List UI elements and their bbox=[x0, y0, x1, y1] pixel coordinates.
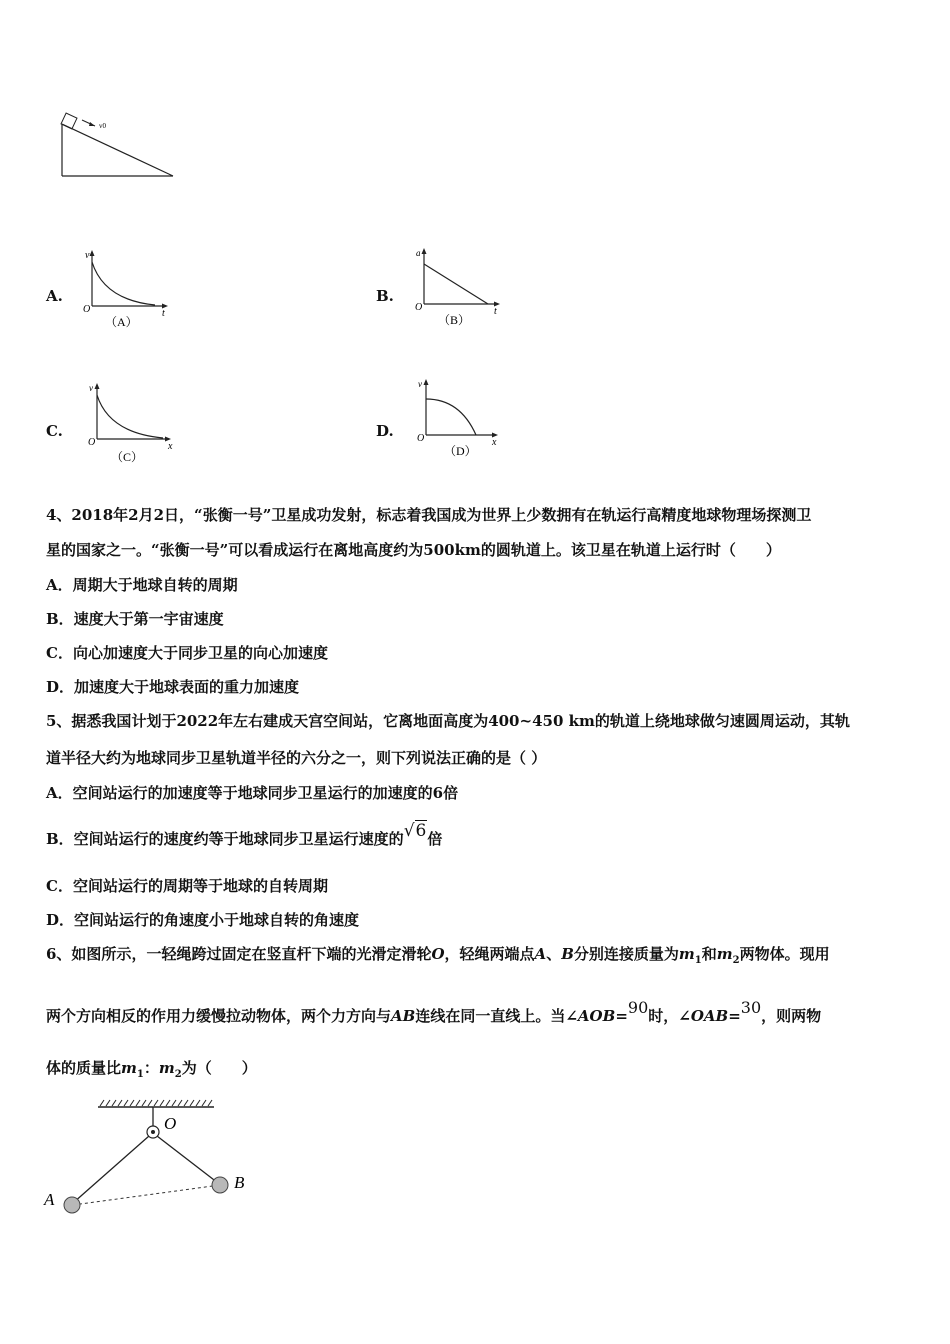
q6-l2-text-d: ，则两物 bbox=[761, 1007, 822, 1025]
q6-line2 bbox=[46, 998, 822, 1026]
q4-line2: 星的国家之一。“张衡一号”可以看成运行在离地高度约为500km的圆轨道上。该卫星在轨道上运行时（ ） bbox=[46, 541, 781, 559]
q6-line1 bbox=[46, 944, 830, 971]
sqrt-symbol: √6 bbox=[403, 821, 427, 841]
graph-d-y-label: v bbox=[418, 379, 422, 389]
pulley-label-a: A bbox=[44, 1190, 55, 1209]
pulley-label-b: B bbox=[234, 1173, 245, 1192]
q6-angle-30: 30 bbox=[740, 998, 762, 1017]
graph-c bbox=[85, 381, 180, 466]
q4-option-c: C．向心加速度大于同步卫星的向心加速度 bbox=[46, 644, 328, 662]
q6-l1-sub2: 2 bbox=[732, 955, 740, 966]
q6-l3-text-a: 体的质量比 bbox=[46, 1059, 122, 1077]
graph-c-origin: O bbox=[88, 437, 96, 448]
graph-b-y-label: a bbox=[416, 248, 421, 258]
q6-angle-90: 90 bbox=[627, 998, 649, 1017]
incline-v0-label: v0 bbox=[99, 122, 106, 130]
q6-l2-ab: AB bbox=[391, 1007, 416, 1025]
q4-option-b: B．速度大于第一宇宙速度 bbox=[46, 610, 224, 628]
graph-c-caption: （C） bbox=[111, 450, 144, 464]
q6-l2-text-b: 连线在同一直线上。当∠ bbox=[415, 1007, 578, 1025]
q6-l2-text-a: 两个方向相反的作用力缓慢拉动物体，两个力方向与 bbox=[46, 1007, 392, 1025]
q6-l3-sub2: 2 bbox=[174, 1069, 182, 1080]
q6-line3 bbox=[46, 1058, 257, 1085]
graph-a-letter: A. bbox=[46, 287, 63, 305]
graph-b-caption: （B） bbox=[438, 313, 471, 327]
q6-l3-sub1: 1 bbox=[136, 1069, 144, 1080]
q4-option-a: A．周期大于地球自转的周期 bbox=[46, 576, 238, 594]
q6-l1-text-e: 和 bbox=[701, 945, 717, 963]
incline-figure bbox=[55, 110, 185, 185]
q6-l3-m2: m bbox=[158, 1059, 175, 1077]
pulley-figure bbox=[40, 1095, 270, 1225]
graph-b-origin: O bbox=[415, 302, 423, 313]
q6-l3-text-b: 为（ ） bbox=[181, 1059, 257, 1077]
q6-l2-text-c: 时，∠ bbox=[648, 1007, 691, 1025]
graph-b-x-label: t bbox=[494, 306, 497, 317]
graph-a-y-label: v bbox=[85, 250, 90, 261]
q6-l1-text-f: 两物体。现用 bbox=[739, 945, 830, 963]
sqrt-radicand: 6 bbox=[415, 821, 427, 841]
graph-a-x-label: t bbox=[162, 308, 165, 319]
q6-l1-A: A bbox=[534, 945, 547, 963]
q5-option-b bbox=[46, 821, 443, 849]
q5-line2: 道半径大约为地球同步卫星轨道半径的六分之一，则下列说法正确的是（ ） bbox=[46, 749, 547, 767]
q6-l2-oab: OAB bbox=[690, 1007, 729, 1025]
q6-l1-sub1: 1 bbox=[694, 955, 702, 966]
graph-d bbox=[414, 377, 509, 462]
q6-l1-text-c: 、 bbox=[546, 945, 562, 963]
graph-a-caption: （A） bbox=[105, 315, 138, 329]
graph-c-x-label: x bbox=[168, 441, 173, 452]
q6-l1-o: O bbox=[431, 945, 445, 963]
graph-b bbox=[412, 246, 507, 331]
q6-l1-text-d: 分别连接质量为 bbox=[573, 945, 679, 963]
q6-l1-text-a: 6、如图所示，一轻绳跨过固定在竖直杆下端的光滑定滑轮 bbox=[46, 945, 432, 963]
q6-l2-eq1: = bbox=[615, 1007, 628, 1025]
q4-line1: 4、2018年2月2日，“张衡一号”卫星成功发射，标志着我国成为世界上少数拥有在轨运行高精度地球物理场探测卫 bbox=[46, 506, 812, 524]
q4-option-d: D．加速度大于地球表面的重力加速度 bbox=[46, 678, 300, 696]
graph-d-x-label: x bbox=[492, 437, 497, 448]
graph-d-origin: O bbox=[417, 433, 425, 444]
q5-option-c: C．空间站运行的周期等于地球的自转周期 bbox=[46, 877, 328, 895]
q6-l1-B: B bbox=[561, 945, 574, 963]
q6-l1-m1: m bbox=[678, 945, 695, 963]
q6-l1-m2: m bbox=[716, 945, 733, 963]
q6-l3-colon: ： bbox=[143, 1059, 159, 1077]
pulley-label-o: O bbox=[164, 1114, 177, 1133]
graph-a bbox=[80, 248, 175, 333]
graph-d-letter: D. bbox=[376, 422, 394, 440]
q5-option-b-post: 倍 bbox=[427, 830, 443, 848]
q5-option-a: A．空间站运行的加速度等于地球同步卫星运行的加速度的6倍 bbox=[46, 784, 459, 802]
q6-l2-aob: AOB bbox=[577, 1007, 616, 1025]
graph-c-y-label: v bbox=[89, 383, 93, 393]
graph-d-caption: （D） bbox=[444, 444, 477, 458]
graph-b-letter: B. bbox=[376, 287, 394, 305]
q6-l1-text-b: ，轻绳两端点 bbox=[444, 945, 535, 963]
q6-l3-m1: m bbox=[121, 1059, 137, 1077]
graph-a-origin: O bbox=[83, 304, 91, 315]
q5-line1: 5、据悉我国计划于2022年左右建成天宫空间站，它离地面高度为400~450 km的轨道上绕地球做匀速圆周运动，其轨 bbox=[46, 712, 850, 730]
q6-l2-eq2: = bbox=[728, 1007, 741, 1025]
q5-option-b-pre: B．空间站运行的速度约等于地球同步卫星运行速度的 bbox=[46, 830, 404, 848]
graph-c-letter: C. bbox=[46, 422, 63, 440]
q5-option-d: D．空间站运行的角速度小于地球自转的角速度 bbox=[46, 911, 360, 929]
